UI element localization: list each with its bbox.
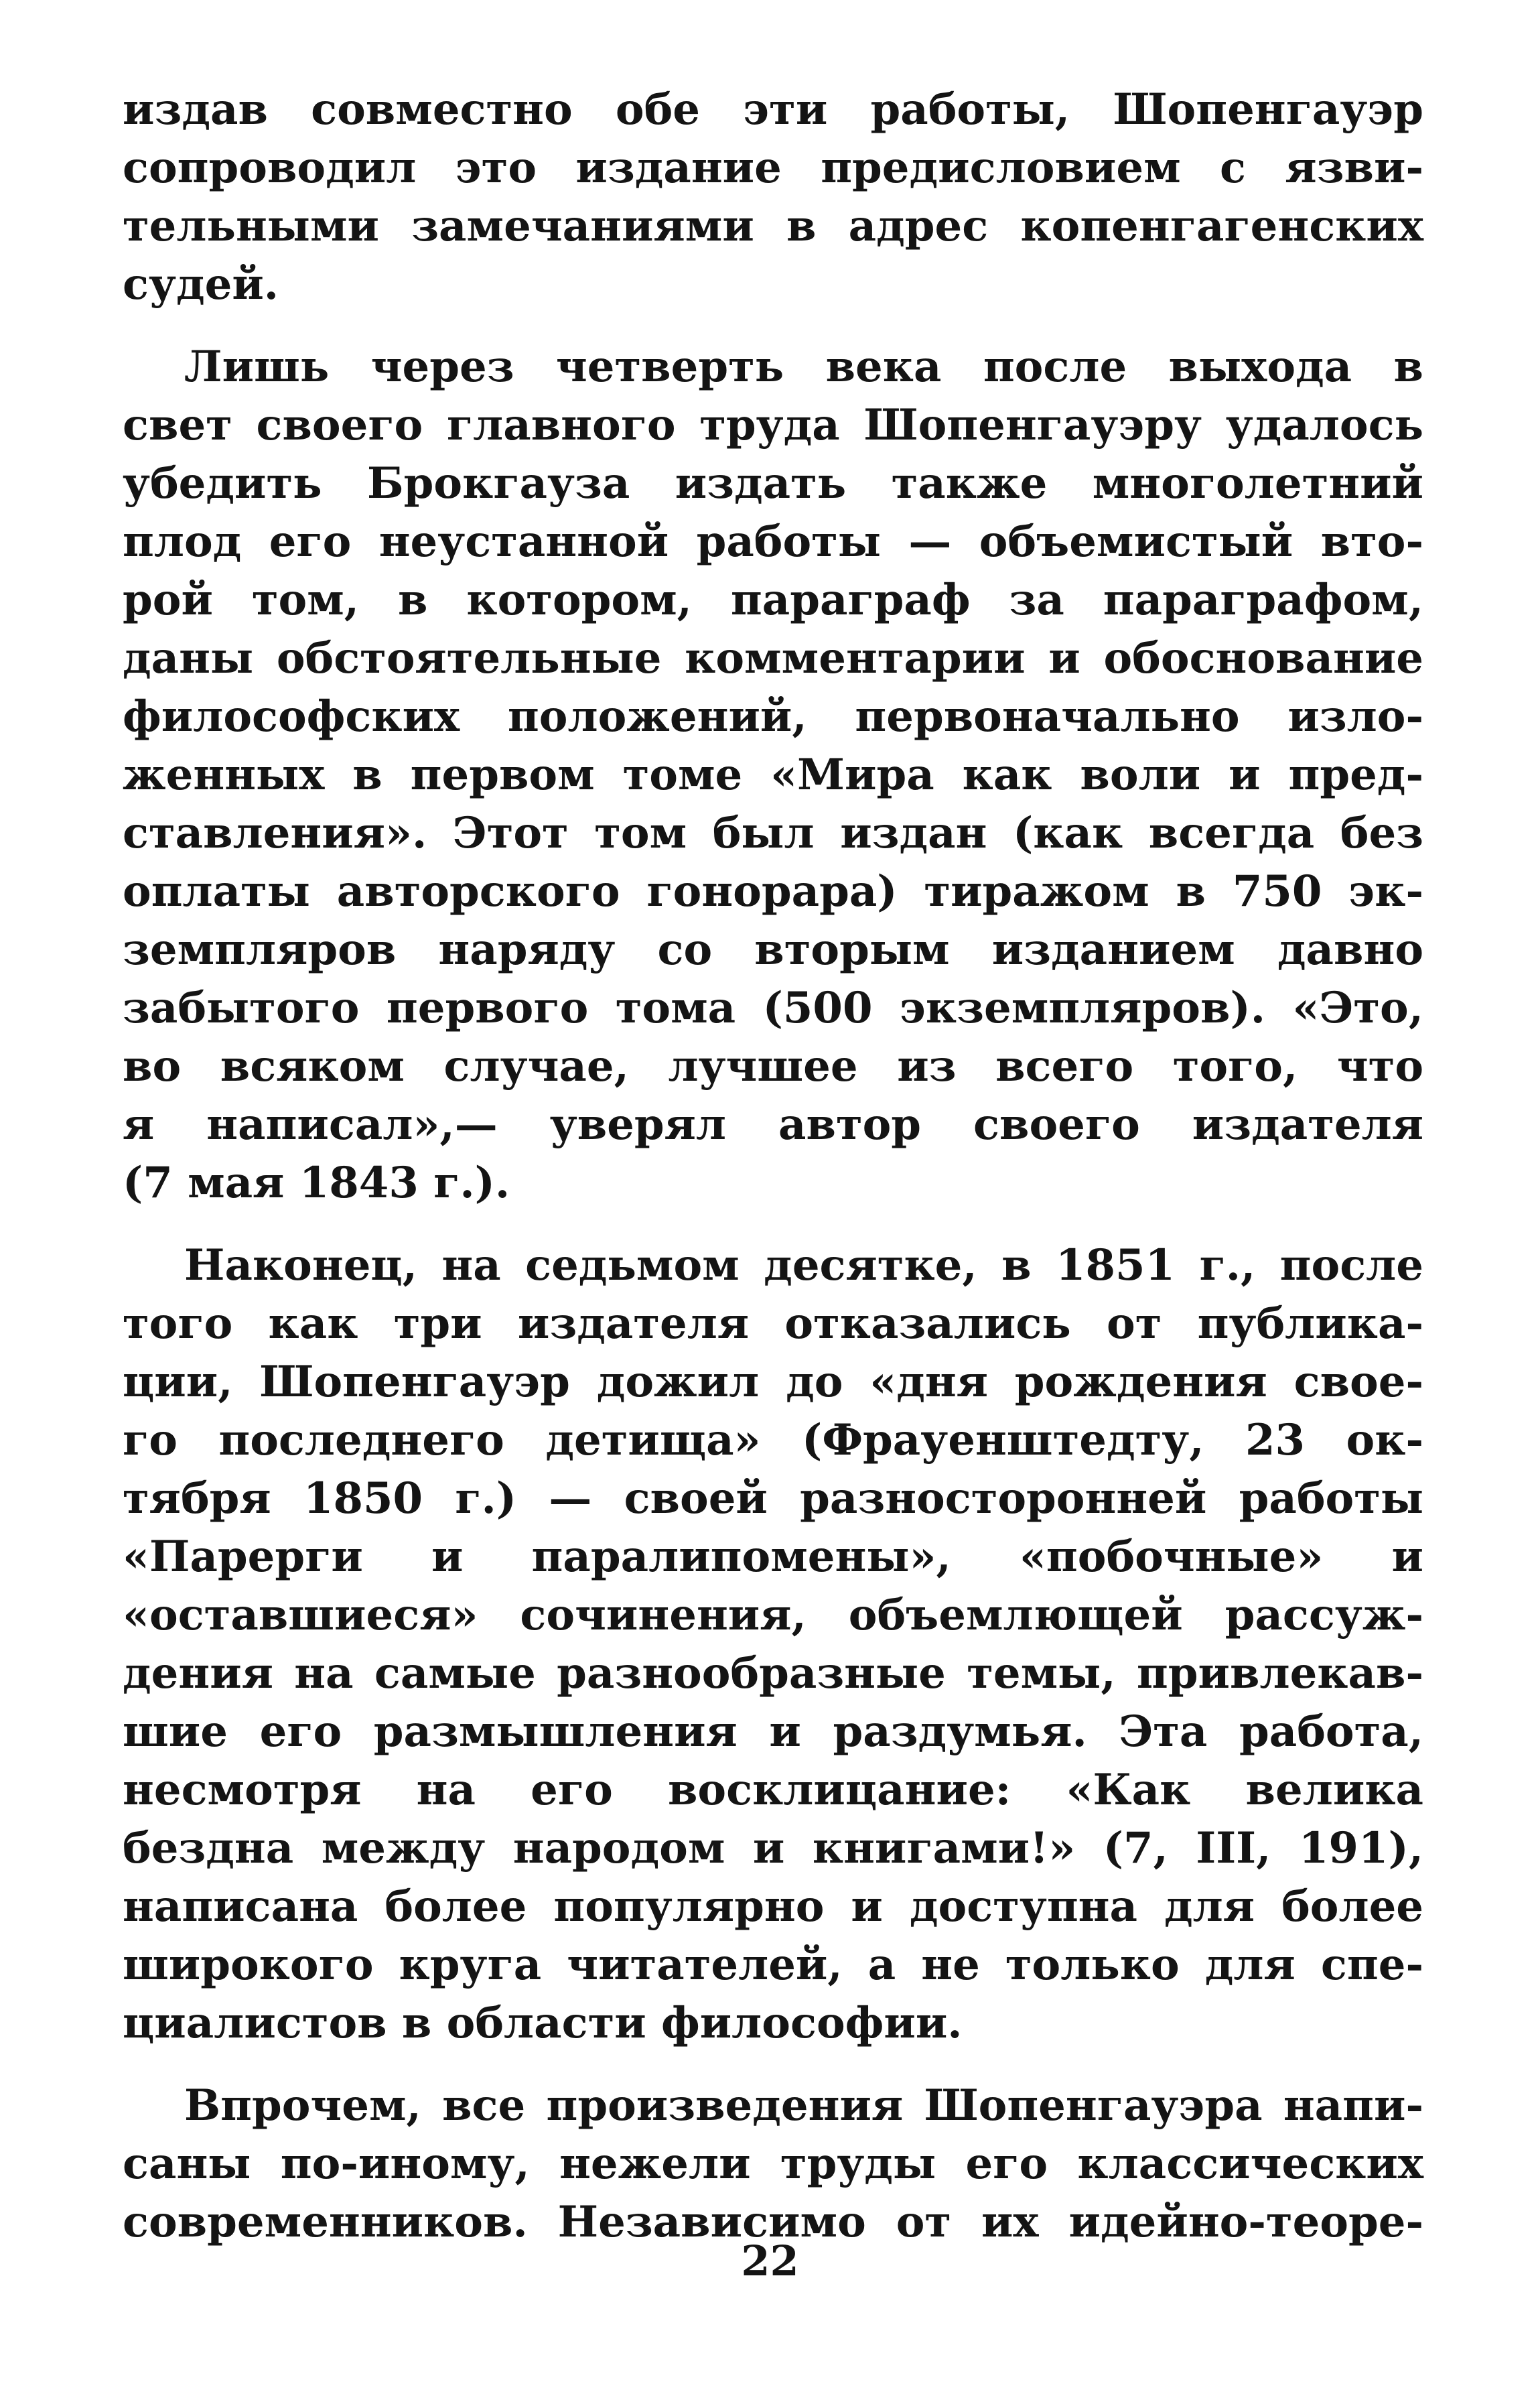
text-line: «оставшиеся» сочинения, объемлющей рассуж- <box>123 1590 1423 1640</box>
text-line: тельными замечаниями в адрес копенгагенских <box>123 201 1423 251</box>
text-line: издав совместно обе эти работы, Шопенгауэр <box>123 84 1423 135</box>
text-line: женных в первом томе «Мира как воли и пред- <box>123 750 1423 800</box>
text-line: Наконец, на седьмом десятке, в 1851 г., после <box>184 1240 1423 1290</box>
text-line: оплаты авторского гонорара) тиражом в 750 эк- <box>123 866 1423 917</box>
text-line: «Парерги и паралипомены», «побочные» и <box>123 1532 1423 1582</box>
text-line: Впрочем, все произведения Шопенгауэра напи- <box>184 2080 1423 2131</box>
text-line: убедить Брокгауза издать также многолетний <box>123 458 1423 509</box>
text-line: сопроводил это издание предисловием с язви- <box>123 143 1423 193</box>
text-line: забытого первого тома (500 экземпляров). «Это, <box>123 983 1423 1033</box>
page-body <box>123 80 1423 2275</box>
text-line: свет своего главного труда Шопенгауэру удалось <box>123 400 1423 450</box>
text-line: Лишь через четверть века после выхода в <box>184 342 1423 392</box>
text-line: саны по-иному, нежели труды его классических <box>123 2139 1423 2189</box>
text-line: дения на самые разнообразные темы, привлекав- <box>123 1648 1423 1698</box>
text-line: рой том, в котором, параграф за параграфом, <box>123 575 1423 625</box>
paragraph-1 <box>123 80 1423 314</box>
text-line: шие его размышления и раздумья. Эта работа, <box>123 1707 1423 1757</box>
text-line: тября 1850 г.) — своей разносторонней работы <box>123 1473 1423 1524</box>
text-line: во всяком случае, лучшее из всего того, что <box>123 1041 1423 1091</box>
text-line: философских положений, первоначально изло- <box>123 691 1423 742</box>
text-line: циалистов в области философии. <box>123 1998 963 2048</box>
paragraph-2 <box>123 338 1423 1212</box>
text-line: бездна между народом и книгами!» (7, III, 191), <box>123 1823 1423 1873</box>
text-line: современников. Независимо от их идейно-теоре- <box>123 2197 1423 2247</box>
text-line: я написал»,— уверял автор своего издателя <box>123 1099 1423 1150</box>
text-line: го последнего детища» (Фрауенштедту, 23 ок- <box>123 1415 1423 1465</box>
text-line: широкого круга читателей, а не только для спе- <box>123 1940 1423 1990</box>
text-line: того как три издателя отказались от публика- <box>123 1298 1423 1349</box>
text-line: ставления». Этот том был издан (как всегда без <box>123 808 1423 858</box>
text-line: земпляров наряду со вторым изданием давно <box>123 925 1423 975</box>
text-line: даны обстоятельные комментарии и обоснование <box>123 633 1423 683</box>
text-line: судей. <box>123 259 279 310</box>
text-line: написана более популярно и доступна для более <box>123 1881 1423 1932</box>
text-line: ции, Шопенгауэр дожил до «дня рождения свое- <box>123 1357 1423 1407</box>
paragraph-4 <box>123 2076 1423 2251</box>
text-line: (7 мая 1843 г.). <box>123 1158 510 1208</box>
page-number: 22 <box>741 2236 799 2285</box>
text-line: плод его неустанной работы — объемистый вто- <box>123 517 1423 567</box>
text-line: несмотря на его восклицание: «Как велика <box>123 1765 1423 1815</box>
paragraph-3 <box>123 1236 1423 2052</box>
